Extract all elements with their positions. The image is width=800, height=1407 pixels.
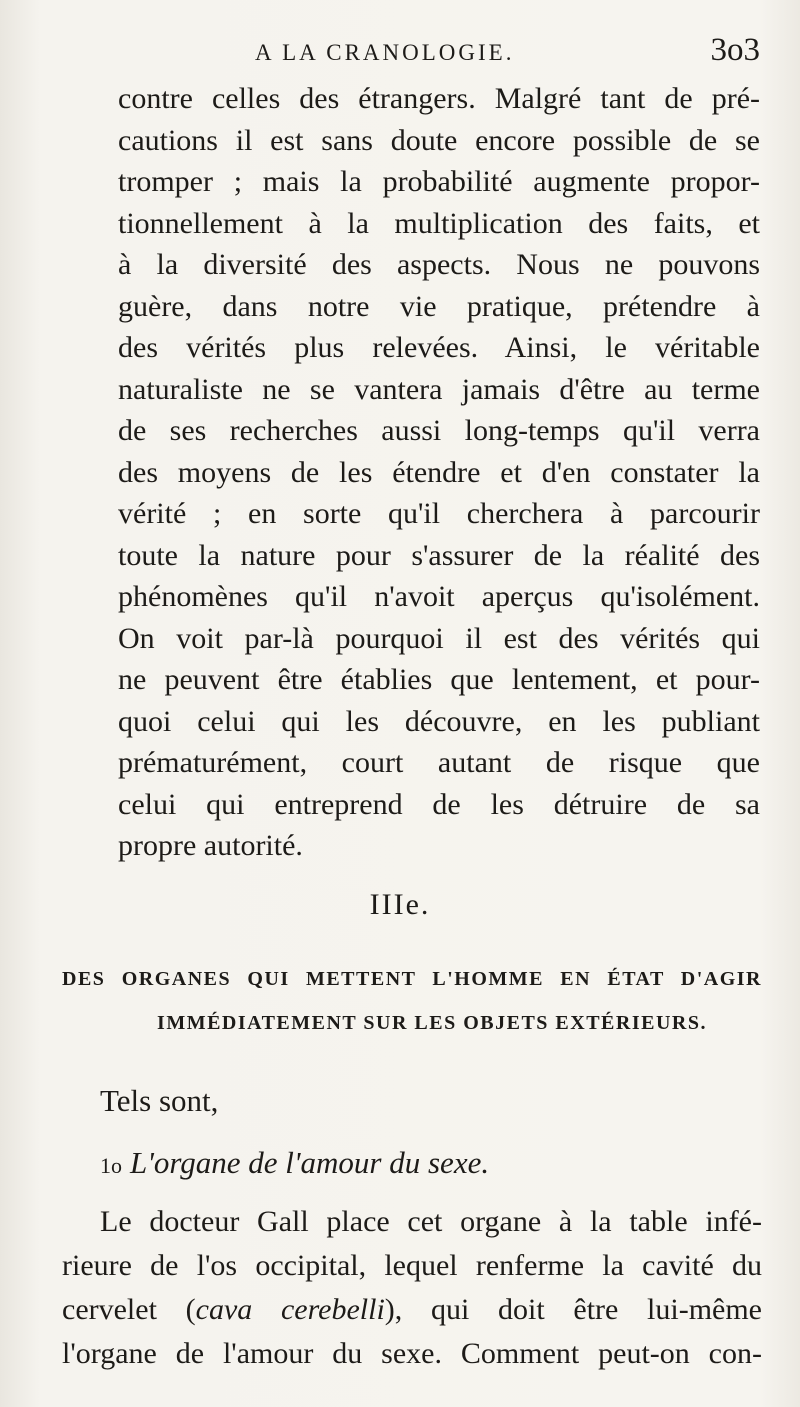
text-line: rieure de l'os occipital, lequel renferme la cavité du	[62, 1249, 762, 1282]
text-line: Le docteur Gall place cet organe à la table infé-	[100, 1205, 762, 1238]
text-line: propre autorité.	[118, 829, 303, 862]
text-line: On voit par-là pourquoi il est des vérités qui	[118, 621, 760, 655]
text-line: phénomènes qu'il n'avoit aperçus qu'isolément.	[118, 580, 760, 613]
text-line: quoi celui qui les découvre, en les publiant	[118, 704, 760, 738]
text-line: de ses recherches aussi long-temps qu'il verra	[118, 414, 760, 447]
section-heading-line-1: DES ORGANES QUI METTENT L'HOMME EN ÉTAT D'AGIR	[62, 968, 762, 990]
text-fragment: cervelet (	[62, 1293, 196, 1326]
text-line: tromper ; mais la probabilité augmente propor-	[118, 165, 760, 198]
section-number: IIIe.	[369, 888, 431, 921]
text-line: guère, dans notre vie pratique, prétendre à	[118, 289, 760, 323]
text-line: à la diversité des aspects. Nous ne pouvons	[118, 248, 760, 281]
text-line: tionnellement à la multiplication des faits, et	[118, 206, 760, 240]
latin-term: cava cerebelli	[195, 1293, 385, 1326]
running-title: A LA CRANOLOGIE.	[255, 40, 515, 65]
text-line: celui qui entreprend de les détruire de sa	[118, 787, 760, 821]
text-fragment: ), qui doit être lui-même	[384, 1293, 762, 1326]
text-line: des moyens de les étendre et d'en constater la	[118, 455, 760, 489]
text-line: des vérités plus relevées. Ainsi, le véritable	[118, 331, 760, 364]
paragraph-continuation	[118, 78, 760, 867]
item-number: 1o	[100, 1152, 122, 1178]
section-heading-line-2: IMMÉDIATEMENT SUR LES OBJETS EXTÉRIEURS.	[157, 1012, 707, 1034]
text-line: vérité ; en sorte qu'il cherchera à parcourir	[118, 497, 760, 530]
text-line: prématurément, court autant de risque que	[118, 746, 760, 779]
intro-text: Tels sont,	[100, 1083, 219, 1118]
text-line: toute la nature pour s'assurer de la réalité des	[118, 538, 760, 572]
text-line: l'organe de l'amour du sexe. Comment peut-on con-	[62, 1337, 762, 1370]
text-line: contre celles des étrangers. Malgré tant de pré-	[118, 82, 760, 115]
item-title: L'organe de l'amour du sexe.	[130, 1144, 490, 1180]
page-header	[0, 28, 800, 78]
list-intro	[100, 1080, 762, 1183]
text-line: naturaliste ne se vantera jamais d'être au terme	[118, 372, 760, 406]
page-number: 3o3	[710, 32, 760, 68]
section-heading	[62, 968, 762, 1056]
paragraph-gall	[62, 1200, 762, 1376]
list-item	[100, 1142, 762, 1184]
text-line: ne peuvent être établies que lentement, et pour-	[118, 663, 760, 696]
text-line	[62, 1288, 762, 1332]
text-line: cautions il est sans doute encore possible de se	[118, 123, 760, 157]
